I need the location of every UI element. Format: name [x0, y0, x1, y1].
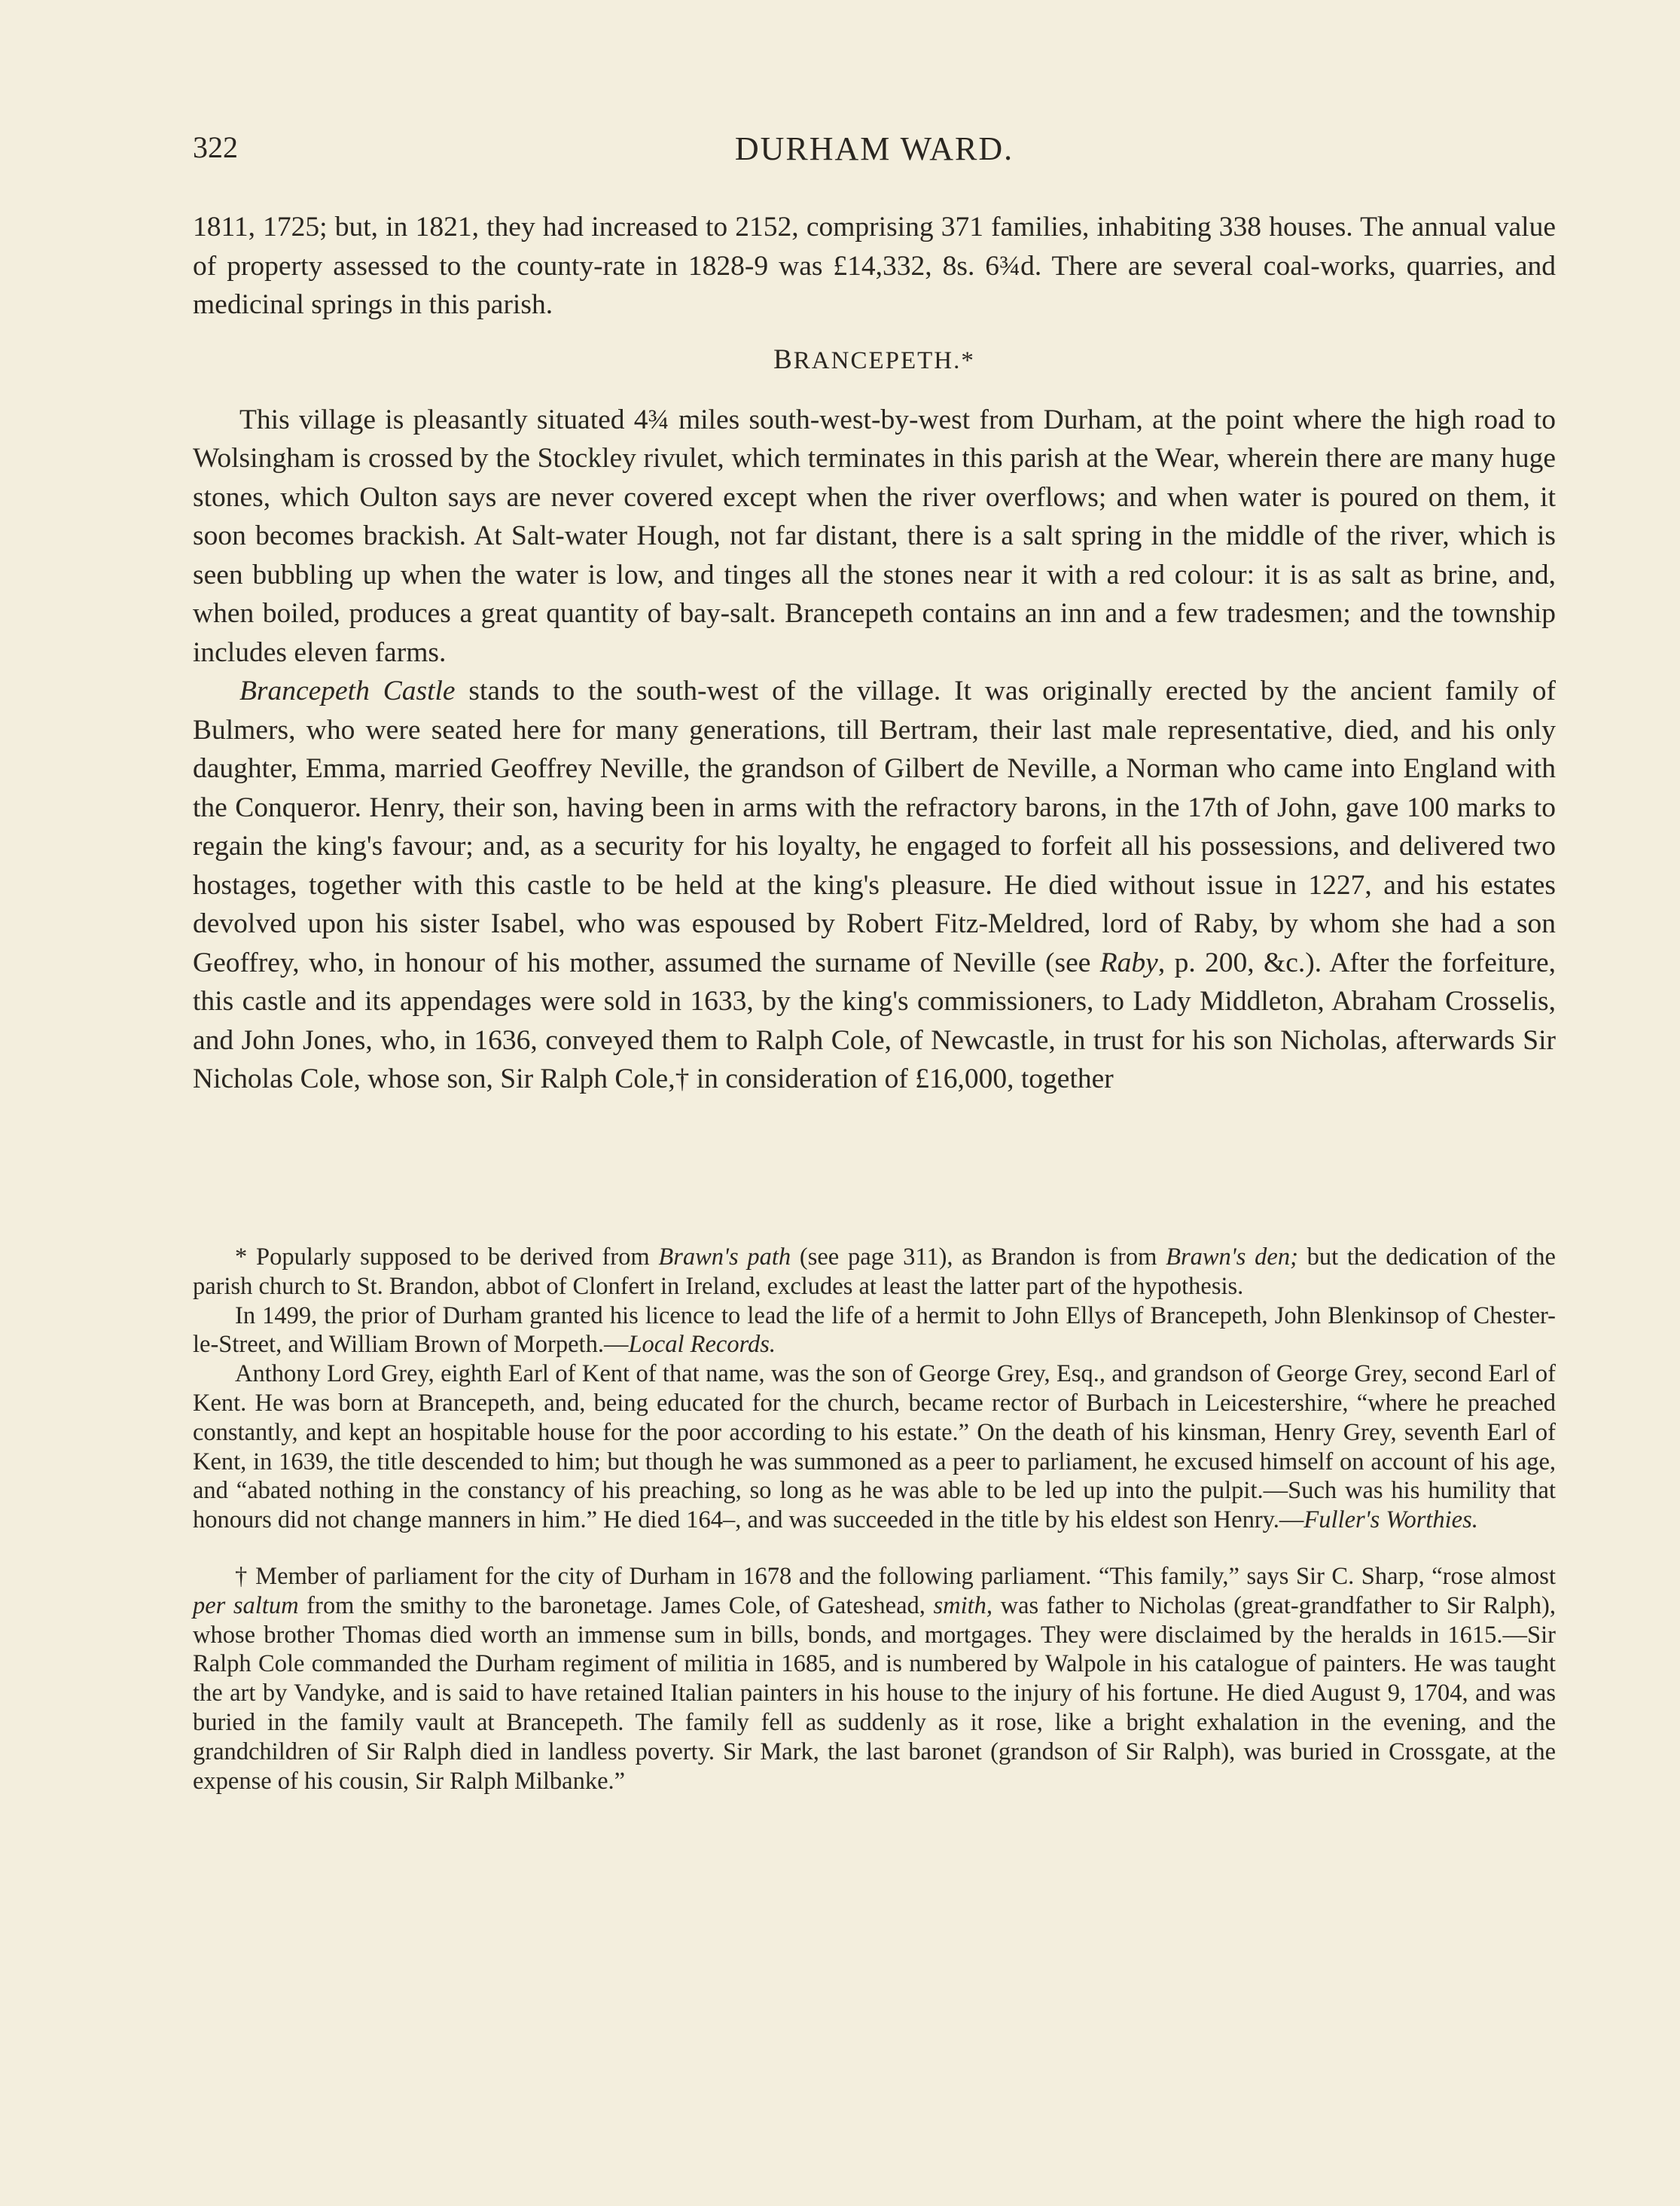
section-heading [193, 343, 1556, 378]
footnote-1-text-c: but the dedication of the parish church to St. Brandon, abbot of Clonfert in Ireland, excludes at least the latter part of the hypothesis. [193, 1243, 1556, 1300]
footnote-4-text-b: from the smithy to the baronetage. James Cole, of Gateshead, [298, 1591, 934, 1619]
body-text [193, 208, 1556, 1099]
village-paragraph: This village is pleasantly situated 4¾ miles south-west-by-west from Durham, at the point where the high road to Wolsingham is crossed by the Stockley rivulet, which terminates in this parish at the Wear, wherein there are many huge stones, which Oulton says are never covered except when the river overflows; and when water is poured on them, it soon becomes brackish. At Salt-water Hough, not far distant, there is a salt spring in the middle of the river, which is seen bubbling up when the water is low, and tinges all the stones near it with a red colour: it is as salt as brine, and, when boiled, produces a great quantity of bay-salt. Brancepeth contains an inn and a few tradesmen; and the township includes eleven farms. [193, 404, 1556, 668]
castle-text-1: stands to the south-west of the village. It was originally erected by the ancient family of Bulmers, who were seated here for many generations, till Bertram, their last male representative, died, and his only daughter, Emma, married Geoffrey Neville, the grandson of Gilbert de Neville, a Norman who came into England with the Conqueror. Henry, their son, having been in arms with the refractory barons, in the 17th of John, gave 100 marks to regain the king's favour; and, as a security for his loyalty, he engaged to forfeit all his possessions, and delivered two hostages, together with this castle to be held at the king's pleasure. He died without issue in 1227, and his estates devolved upon his sister Isabel, who was espoused by Robert Fitz-Meldred, lord of Raby, by whom she had a son Geoffrey, who, in honour of his mother, assumed the surname of Neville (see [193, 676, 1556, 978]
footnote-3-text: Anthony Lord Grey, eighth Earl of Kent of that name, was the son of George Grey, Esq., and grandson of George Grey, second Earl of Kent. He was born at Brancepeth, and, being educated for the church, became rector of Burbach in Leicestershire, “where he preached constantly, and kept an hospitable house for the poor according to his estate.” On the death of his kinsman, Henry Grey, seventh Earl of Kent, in 1639, the title descended to him; but though he was summoned as a peer to parliament, he excused himself on account of his age, and “abated nothing in the constancy of his preaching, so long as he was able to be led up into the pulpit.—Such was his humility that honours did not change manners in him.” He died 164–, and was succeeded in the title by his eldest son Henry.— [193, 1360, 1556, 1534]
footnote-3-source: Fuller's Worthies. [1303, 1506, 1478, 1534]
footnote-1-text-b: (see page 311), as Brandon is from [791, 1243, 1166, 1271]
footnote-4-text-c: was father to Nicholas (great-grandfather to Sir Ralph), whose brother Thomas died worth an immense sum in bills, bonds, and mortgages. They were disclaimed by the heralds in 1615.—Sir Ralph Cole commanded the Durham regiment of militia in 1685, and is numbered by Walpole in his catalogue of painters. He was taught the art by Vandyke, and is said to have retained Italian painters in his house to the injury of his fortune. He died August 9, 1704, and was buried in the family vault at Brancepeth. The family fell as suddenly as it rose, like a bright exhalation in the evening, and the grandchildren of Sir Ralph died in landless poverty. Sir Mark, the last baronet (grandson of Sir Ralph), was buried in Crossgate, at the expense of his cousin, Sir Ralph Milbanke.” [193, 1591, 1556, 1795]
footnote-1-text-a: * Popularly supposed to be derived from [235, 1243, 659, 1271]
footnote-2-source: Local Records. [628, 1331, 776, 1359]
footnote-4-text-a: † Member of parliament for the city of Durham in 1678 and the following parliament. “This family,” says Sir C. Sharp, “rose almost [235, 1562, 1556, 1590]
footnote-1-italic-1: Brawn's path [658, 1243, 791, 1271]
castle-ref: Raby [1099, 947, 1158, 978]
intro-paragraph: 1811, 1725; but, in 1821, they had increased to 2152, comprising 371 families, inhabiting 338 houses. The annual value of property assessed to the county-rate in 1828-9 was £14,332, 8s. 6¾d. There are several coal-works, quarries, and medicinal springs in this parish. [193, 212, 1556, 320]
castle-title: Brancepeth Castle [239, 676, 456, 706]
footnote-3 [193, 1359, 1556, 1535]
footnote-gap [193, 1535, 1556, 1562]
running-title: DURHAM WARD. [734, 130, 1014, 167]
castle-paragraph [193, 672, 1556, 1099]
running-head [193, 130, 1556, 175]
footnote-4-italic-2: smith, [933, 1591, 993, 1619]
footnote-4-italic-1: per saltum [193, 1591, 299, 1619]
footnote-2-text: In 1499, the prior of Durham granted his licence to lead the life of a hermit to John Ellys of Brancepeth, John Blenkinsop of Chester-le-Street, and William Brown of Morpeth.— [193, 1301, 1556, 1359]
footnote-2 [193, 1301, 1556, 1360]
castle-text-2: , p. 200, &c.). After the forfeiture, this castle and its appendages were sold in 1633, by the king's commissioners, to Lady Middleton, Abraham Crosselis, and John Jones, who, in 1636, conveyed them to Ralph Cole, of Newcastle, in trust for his son Nicholas, afterwards Sir Nicholas Cole, whose son, Sir Ralph Cole,† in consideration of £16,000, together [193, 947, 1557, 1094]
footnote-1 [193, 1243, 1556, 1301]
footnotes [193, 1243, 1556, 1796]
page-number: 322 [193, 130, 238, 164]
footnote-4 [193, 1562, 1556, 1796]
section-heading-initial: B [773, 343, 794, 375]
footnote-1-italic-2: Brawn's den; [1166, 1243, 1298, 1271]
section-heading-rest: RANCEPETH.* [793, 346, 975, 374]
